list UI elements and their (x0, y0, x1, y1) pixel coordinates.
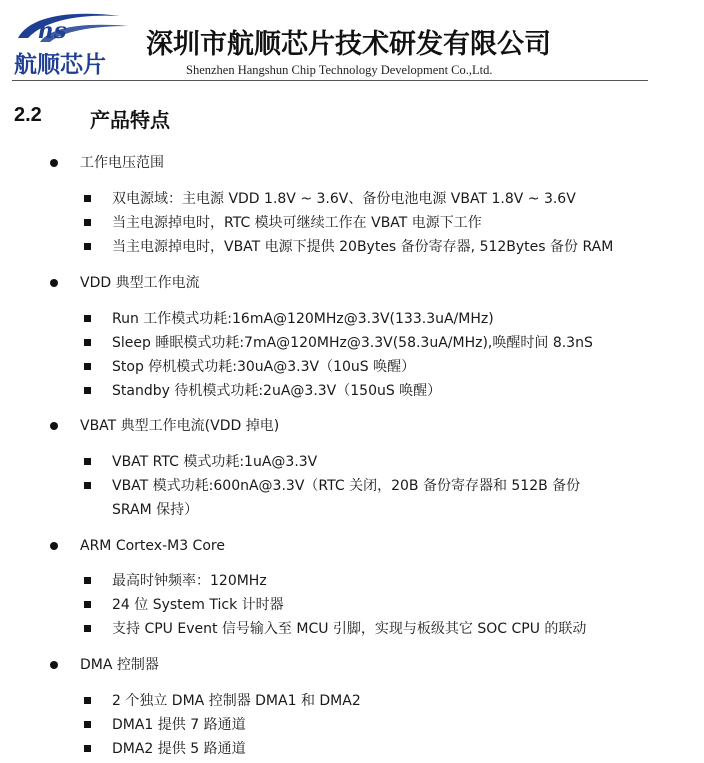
feature-item: Stop 停机模式功耗:30uA@3.3V（10uS 唤醒） (112, 359, 416, 375)
feature-item: Sleep 睡眠模式功耗:7mA@120MHz@3.3V(58.3uA/MHz),唤醒时间 8.3nS (112, 335, 593, 351)
bullet-square-icon (84, 625, 91, 632)
bullet-square-icon (84, 721, 91, 728)
feature-item: VBAT RTC 模式功耗:1uA@3.3V (112, 454, 318, 470)
bullet-square-icon (84, 458, 91, 465)
company-name-chinese: 深圳市航顺芯片技术研发有限公司 (146, 29, 551, 60)
bullet-square-icon (84, 482, 91, 489)
bullet-square-icon (84, 601, 91, 608)
feature-label: VDD 典型工作电流 (80, 275, 200, 291)
feature-label: VBAT 典型工作电流(VDD 掉电) (80, 418, 280, 434)
bullet-dot-icon (50, 279, 58, 287)
feature-item: Run 工作模式功耗:16mA@120MHz@3.3V(133.3uA/MHz) (112, 311, 494, 327)
feature-item-continuation: SRAM 保持） (112, 502, 199, 518)
bullet-square-icon (84, 387, 91, 394)
feature-label: ARM Cortex-M3 Core (80, 538, 225, 554)
bullet-square-icon (84, 577, 91, 584)
feature-item: 2 个独立 DMA 控制器 DMA1 和 DMA2 (112, 693, 361, 709)
feature-item: DMA1 提供 7 路通道 (112, 717, 246, 733)
feature-item: 当主电源掉电时，VBAT 电源下提供 20Bytes 备份寄存器, 512Bytes 备份 RAM (112, 239, 614, 255)
section-title: 产品特点 (90, 108, 170, 132)
svg-text:hs: hs (38, 18, 67, 44)
header-divider (12, 80, 648, 81)
bullet-square-icon (84, 315, 91, 322)
document-header (0, 0, 704, 84)
bullet-dot-icon (50, 159, 58, 167)
company-name-english: Shenzhen Hangshun Chip Technology Development Co.,Ltd. (186, 63, 493, 77)
bullet-square-icon (84, 339, 91, 346)
bullet-dot-icon (50, 661, 58, 669)
feature-item: 双电源域：主电源 VDD 1.8V ~ 3.6V、备份电池电源 VBAT 1.8V ~ 3.6V (112, 191, 576, 207)
feature-item: 当主电源掉电时，RTC 模块可继续工作在 VBAT 电源下工作 (112, 215, 482, 231)
bullet-dot-icon (50, 422, 58, 430)
logo-text: 航顺芯片 (14, 51, 106, 78)
feature-item: 支持 CPU Event 信号输入至 MCU 引脚，实现与板级其它 SOC CPU 的联动 (112, 621, 587, 637)
feature-item: 最高时钟频率：120MHz (112, 573, 267, 589)
company-logo (10, 8, 135, 76)
bullet-square-icon (84, 697, 91, 704)
bullet-square-icon (84, 363, 91, 370)
feature-label: 工作电压范围 (80, 155, 164, 171)
bullet-square-icon (84, 745, 91, 752)
bullet-square-icon (84, 219, 91, 226)
section-number: 2.2 (14, 104, 42, 126)
feature-item: 24 位 System Tick 计时器 (112, 597, 284, 613)
bullet-square-icon (84, 195, 91, 202)
feature-item: VBAT 模式功耗:600nA@3.3V（RTC 关闭，20B 备份寄存器和 512B 备份 (112, 478, 581, 494)
feature-item: DMA2 提供 5 路通道 (112, 741, 246, 757)
bullet-dot-icon (50, 542, 58, 550)
logo-swoosh-icon (10, 8, 135, 48)
bullet-square-icon (84, 243, 91, 250)
feature-item: Standby 待机模式功耗:2uA@3.3V（150uS 唤醒） (112, 383, 442, 399)
feature-label: DMA 控制器 (80, 657, 159, 673)
